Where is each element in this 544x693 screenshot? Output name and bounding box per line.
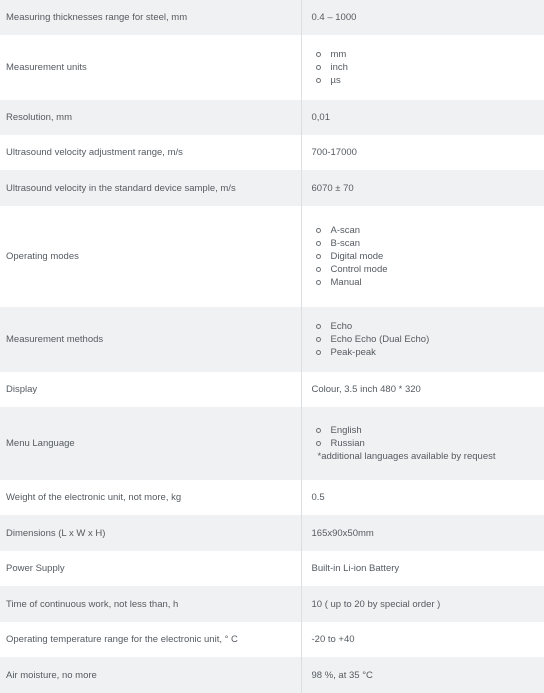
table-row — [0, 35, 544, 100]
spec-label: Ultrasound velocity adjustment range, m/s — [0, 135, 301, 170]
spec-value: Built-in Li-ion Battery — [301, 551, 544, 586]
list-item: Echo Echo (Dual Echo) — [312, 333, 544, 346]
spec-value: 0.4 – 1000 — [301, 0, 544, 35]
spec-value: -20 to +40 — [301, 622, 544, 657]
spec-label: Measurement methods — [0, 307, 301, 372]
option-list — [312, 224, 544, 289]
table-row — [0, 307, 544, 372]
list-item: Peak-peak — [312, 346, 544, 359]
spec-label: Operating temperature range for the electronic unit, ° C — [0, 622, 301, 657]
spec-value: 165x90x50mm — [301, 515, 544, 551]
spec-value: 98 %, at 35 °C — [301, 657, 544, 693]
spec-label: Measuring thicknesses range for steel, mm — [0, 0, 301, 35]
option-list — [312, 424, 544, 450]
spec-value: 10 ( up to 20 by special order ) — [301, 586, 544, 622]
spec-label: Menu Language — [0, 407, 301, 480]
list-item: Control mode — [312, 263, 544, 276]
table-row — [0, 135, 544, 170]
table-row — [0, 372, 544, 407]
spec-label: Ultrasound velocity in the standard device sample, m/s — [0, 170, 301, 206]
table-row — [0, 407, 544, 480]
spec-label: Weight of the electronic unit, not more, kg — [0, 480, 301, 515]
list-item: Echo — [312, 320, 544, 333]
table-row — [0, 206, 544, 307]
spec-label: Measurement units — [0, 35, 301, 100]
list-item: inch — [312, 61, 544, 74]
spec-label: Display — [0, 372, 301, 407]
spec-value — [301, 35, 544, 100]
table-row — [0, 0, 544, 35]
list-item: Digital mode — [312, 250, 544, 263]
option-list — [312, 320, 544, 359]
table-row — [0, 100, 544, 135]
list-item: A-scan — [312, 224, 544, 237]
list-item: English — [312, 424, 544, 437]
table-row — [0, 480, 544, 515]
list-item: µs — [312, 74, 544, 87]
list-item: Manual — [312, 276, 544, 289]
spec-value: 700-17000 — [301, 135, 544, 170]
list-item: B-scan — [312, 237, 544, 250]
option-list — [312, 48, 544, 87]
table-row — [0, 515, 544, 551]
table-row — [0, 586, 544, 622]
spec-value: 0,01 — [301, 100, 544, 135]
table-row — [0, 170, 544, 206]
footnote: *additional languages available by request — [317, 451, 496, 462]
list-item: mm — [312, 48, 544, 61]
spec-label: Operating modes — [0, 206, 301, 307]
table-row — [0, 657, 544, 693]
spec-value: 0.5 — [301, 480, 544, 515]
spec-label: Air moisture, no more — [0, 657, 301, 693]
spec-value — [301, 407, 544, 480]
spec-value — [301, 206, 544, 307]
spec-label: Dimensions (L x W x H) — [0, 515, 301, 551]
spec-label: Time of continuous work, not less than, h — [0, 586, 301, 622]
spec-label: Resolution, mm — [0, 100, 301, 135]
spec-value — [301, 307, 544, 372]
table-row — [0, 551, 544, 586]
spec-label: Power Supply — [0, 551, 301, 586]
list-item: Russian — [312, 437, 544, 450]
spec-value: 6070 ± 70 — [301, 170, 544, 206]
table-row — [0, 622, 544, 657]
spec-value: Colour, 3.5 inch 480 * 320 — [301, 372, 544, 407]
